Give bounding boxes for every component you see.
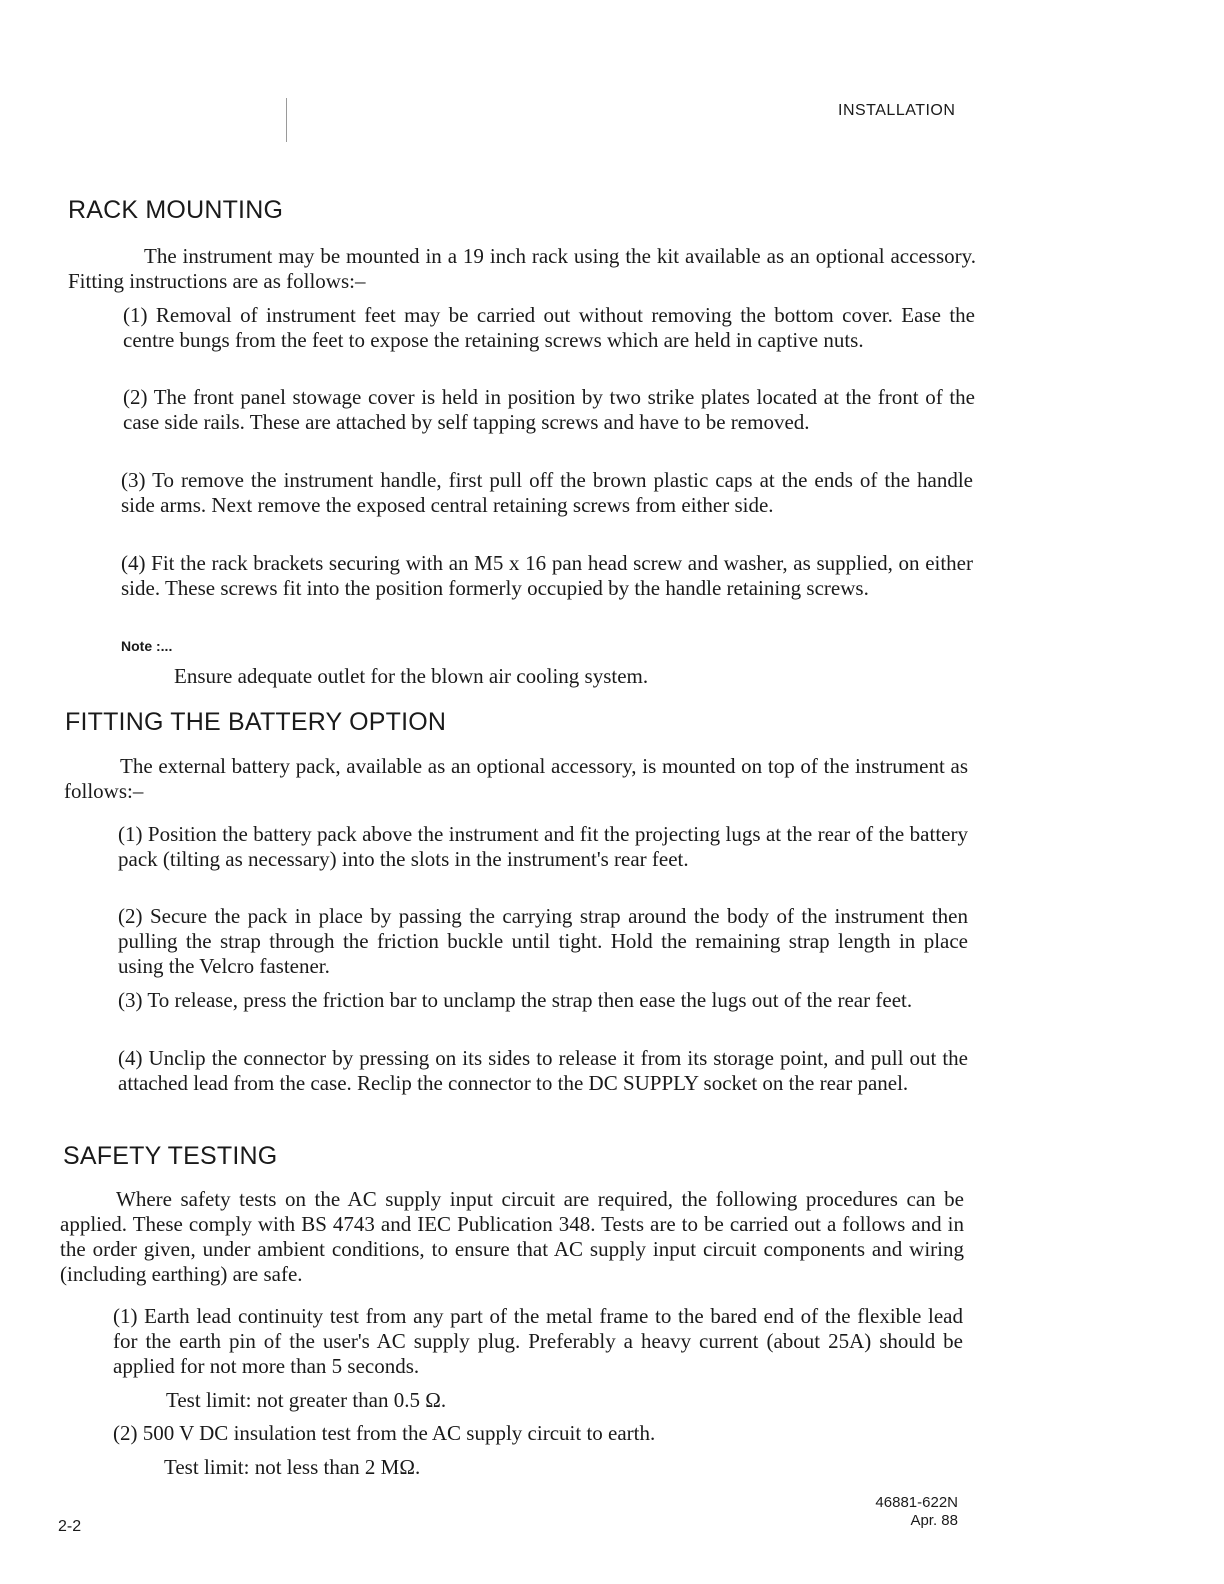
rack-step-4: (4) Fit the rack brackets securing with an M5 x 16 pan head screw and washer, as supplied, on either side. These screws fit into the position formerly occupied by the handle retaining screws. [121,551,973,600]
safety-step-1: (1) Earth lead continuity test from any part of the metal frame to the bared end of the flexible lead for the earth pin of the user's AC supply plug. Preferably a heavy current (about 25A) should be applied for not more than 5 seconds. [113,1304,963,1378]
page-number: 2-2 [58,1518,82,1535]
battery-step-3: (3) To release, press the friction bar to unclamp the strap then ease the lugs out of the rear feet. [118,988,913,1012]
note-text: Ensure adequate outlet for the blown air cooling system. [174,664,649,688]
rack-mounting-intro: The instrument may be mounted in a 19 inch rack using the kit available as an optional accessory. Fitting instructions are as follows:– [68,244,976,293]
rack-step-2: (2) The front panel stowage cover is held in position by two strike plates located at the front of the case side rails. These are attached by self tapping screws and have to be removed. [123,385,975,434]
section-heading-rack-mounting: RACK MOUNTING [68,196,284,224]
battery-step-4: (4) Unclip the connector by pressing on its sides to release it from its storage point, and pull out the attached lead from the case. Reclip the connector to the DC SUPPLY socket on the rear panel. [118,1046,968,1095]
safety-limit-1: Test limit: not greater than 0.5 Ω. [166,1388,447,1412]
document-reference [820,1494,958,1530]
battery-step-1: (1) Position the battery pack above the instrument and fit the projecting lugs at the rear of the battery pack (tilting as necessary) into the slots in the instrument's rear feet. [118,822,968,871]
section-heading-battery-option: FITTING THE BATTERY OPTION [65,708,447,736]
doc-date: Apr. 88 [910,1512,958,1529]
battery-step-2: (2) Secure the pack in place by passing the carrying strap around the body of the instrument then pulling the strap through the friction buckle until tight. Hold the remaining strap length in place using the Velcro fastener. [118,904,968,978]
scan-mark [286,98,287,142]
rack-step-1: (1) Removal of instrument feet may be carried out without removing the bottom cover. Ease the centre bungs from the feet to expose the retaining screws which are held in captive nuts. [123,303,975,352]
note-label: Note :... [121,638,173,654]
running-title: INSTALLATION [838,102,956,119]
safety-limit-2: Test limit: not less than 2 MΩ. [164,1455,421,1479]
section-heading-safety-testing: SAFETY TESTING [63,1142,278,1170]
safety-step-2: (2) 500 V DC insulation test from the AC supply circuit to earth. [113,1421,656,1445]
rack-step-3: (3) To remove the instrument handle, first pull off the brown plastic caps at the ends of the handle side arms. Next remove the exposed central retaining screws from either side. [121,468,973,517]
safety-testing-intro: Where safety tests on the AC supply input circuit are required, the following procedures can be applied. These comply with BS 4743 and IEC Publication 348. Tests are to be carried out a follows and in the order given, under ambient conditions, to ensure that AC supply input circuit components and wiring (including earthing) are safe. [60,1187,964,1286]
battery-option-intro: The external battery pack, available as an optional accessory, is mounted on top of the instrument as follows:– [64,754,968,803]
doc-number: 46881-622N [875,1494,958,1511]
